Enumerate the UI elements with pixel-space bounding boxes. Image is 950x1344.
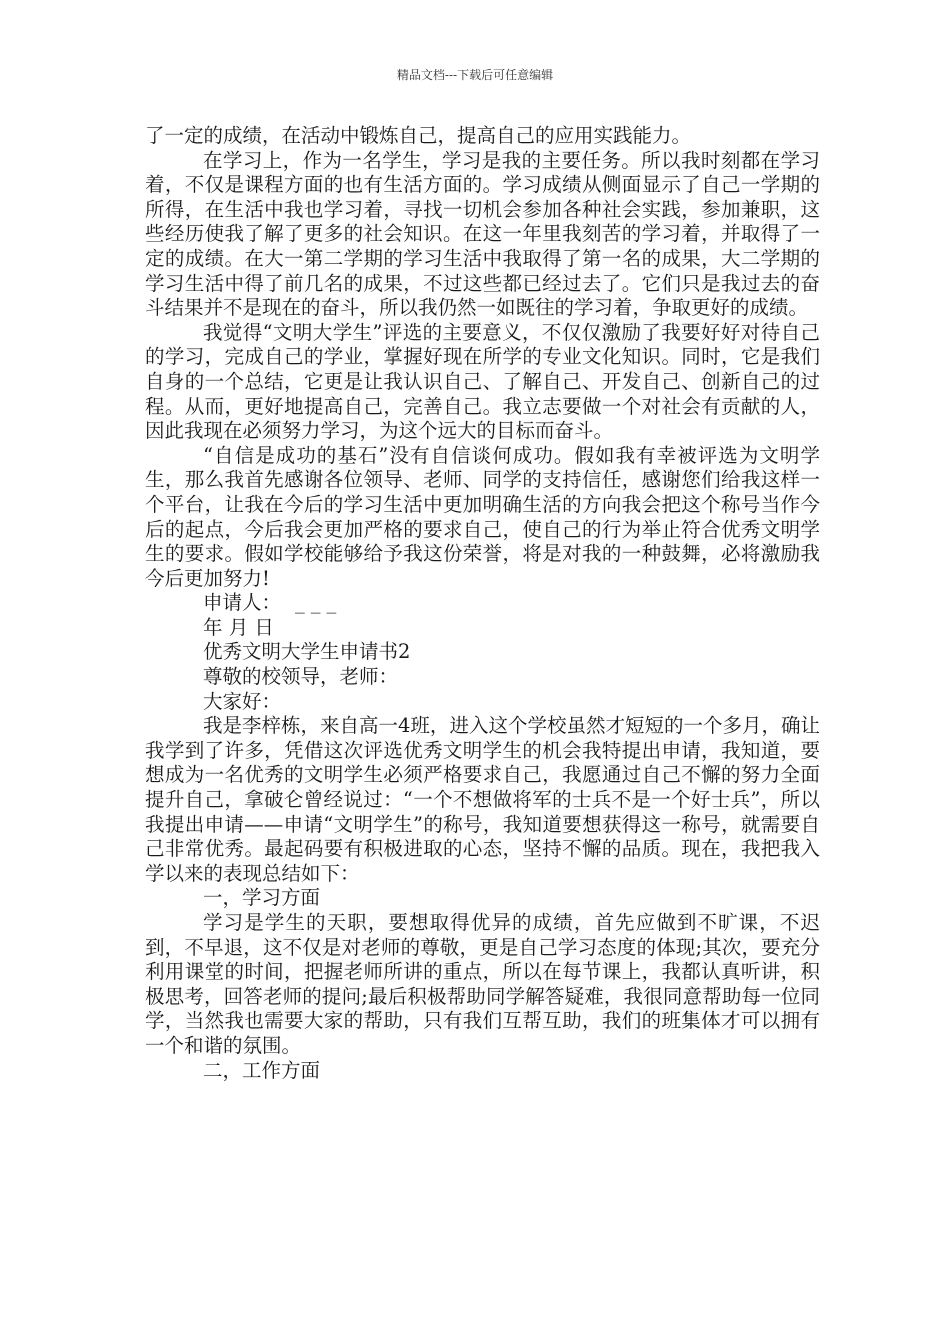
paragraph-introduction: 我是李梓栋，来自高一4班，进入这个学校虽然才短短的一个多月，确让我学到了许多，凭借这次评选优秀文明学生的机会我特提出申请，我知道，要想成为一名优秀的文明学生必须严格要求自己，我愿通过自己不懈的努力全面提升自己，拿破仑曾经说过：“一个不想做将军的士兵不是一个好士兵”，所以我提出申请——申请“文明学生”的称号，我知道要想获得这一称号，就需要自己非常优秀。最起码要有积极进取的心态，坚持不懈的品质。现在，我把我入学以来的表现总结如下： [145,714,820,885]
letter-title-2: 优秀文明大学生申请书2 [203,640,411,664]
applicant-label: 申请人： [203,591,282,615]
greeting: 大家好： [203,689,282,713]
document-body [145,124,820,1083]
applicant-blank: ___ [295,591,343,615]
section-heading-study: 一，学习方面 [203,886,321,910]
paragraph-meaning: 我觉得“文明大学生”评选的主要意义，不仅仅激励了我要好好对待自己的学习，完成自己的学业，掌握好现在所学的专业文化知识。同时，它是我们自身的一个总结，它更是让我认识自己、了解自己、开发自己、创新自己的过程。从而，更好地提高自己，完善自己。我立志要做一个对社会有贡献的人，因此我现在必须努力学习，为这个远大的目标而奋斗。 [145,320,820,443]
date-line: 年 月 日 [203,615,274,639]
paragraph-continued: 了一定的成绩，在活动中锻炼自己，提高自己的应用实践能力。 [145,124,692,147]
section-heading-work: 二，工作方面 [203,1058,321,1082]
paragraph-study: 在学习上，作为一名学生，学习是我的主要任务。所以我时刻都在学习着，不仅是课程方面的也有生活方面的。学习成绩从侧面显示了自己一学期的所得，在生活中我也学习着，寻找一切机会参加各种社会实践，参加兼职，这些经历使我了解了更多的社会知识。在这一年里我刻苦的学习着，并取得了一定的成绩。在大一第二学期的学习生活中我取得了第一名的成果，大二学期的学习生活中得了前几名的成果，不过这些都已经过去了。它们只是我过去的奋斗结果并不是现在的奋斗，所以我仍然一如既往的学习着，争取更好的成绩。 [145,148,820,320]
paragraph-confidence: “自信是成功的基石”没有自信谈何成功。假如我有幸被评选为文明学生，那么我首先感谢各位领导、老师、同学的支持信任，感谢您们给我这样一个平台，让我在今后的学习生活中更加明确生活的方向我会把这个称号当作今后的起点，今后我会更加严格的要求自己，使自己的行为举止符合优秀文明学生的要求。假如学校能够给予我这份荣誉，将是对我的一种鼓舞，必将激励我今后更加努力! [145,443,820,590]
salutation: 尊敬的校领导，老师： [203,665,399,689]
paragraph-study-details: 学习是学生的天职，要想取得优异的成绩，首先应做到不旷课，不迟到，不早退，这不仅是对老师的尊敬，更是自己学习态度的体现;其次，要充分利用课堂的时间，把握老师所讲的重点，所以在每节课上，我都认真听讲，积极思考，回答老师的提问;最后积极帮助同学解答疑难，我很同意帮助每一位同学，当然我也需要大家的帮助，只有我们互帮互助，我们的班集体才可以拥有一个和谐的氛围。 [145,911,820,1057]
page-header: 精品文档---下载后可任意编辑 [396,68,554,82]
applicant-line [145,591,820,616]
